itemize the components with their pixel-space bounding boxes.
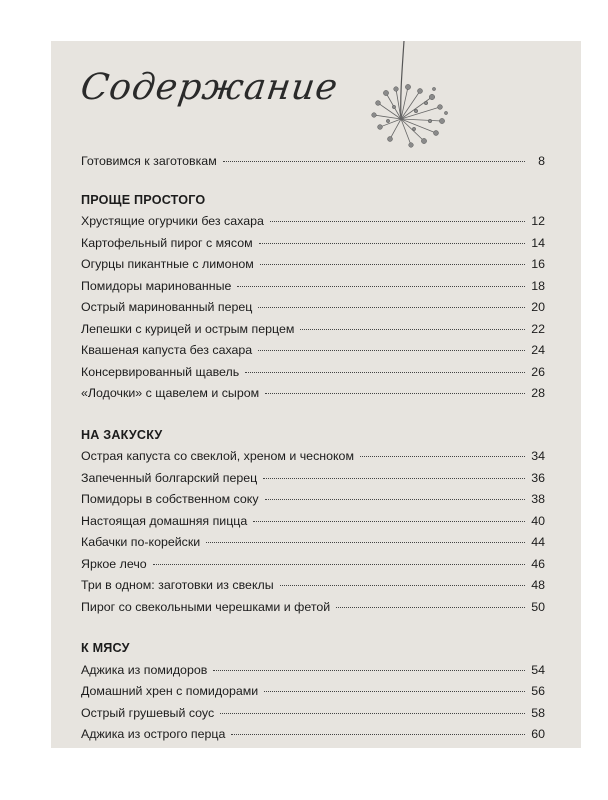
toc-entry-title: Три в одном: заготовки из свеклы	[81, 578, 274, 592]
toc-entry-page: 36	[531, 470, 545, 485]
toc-entry-title: Острая капуста со свеклой, хреном и чесноком	[81, 449, 354, 463]
dot-leader	[245, 371, 525, 373]
toc-entry-title: Лепешки с курицей и острым перцем	[81, 321, 295, 336]
dot-leader	[258, 306, 525, 308]
toc-entry-title: Хрустящие огурчики без сахара	[81, 214, 264, 228]
table-of-contents	[81, 151, 545, 746]
dot-leader	[270, 220, 525, 222]
page-title: Содержание	[78, 67, 341, 108]
toc-entry-page: 54	[531, 662, 545, 677]
toc-entry[interactable]	[81, 297, 545, 319]
toc-entry-page: 18	[531, 278, 545, 293]
toc-entry-title: Аджика из острого перца	[81, 727, 226, 741]
toc-entry[interactable]	[81, 362, 545, 384]
toc-entry-title: Пирог со свекольными черешками и фетой	[81, 599, 331, 614]
dot-leader	[253, 520, 525, 522]
section-heading: ПРОЩЕ ПРОСТОГО	[81, 192, 206, 207]
toc-entry-title: Картофельный пирог с мясом	[81, 235, 253, 250]
section-list	[81, 660, 545, 746]
toc-entry[interactable]	[81, 489, 545, 511]
toc-entry[interactable]	[81, 446, 545, 468]
toc-entry-page: 38	[531, 492, 545, 506]
toc-entry-title: Домашний хрен с помидорами	[81, 684, 259, 698]
dot-leader	[223, 160, 525, 162]
toc-entry-page: 48	[531, 578, 545, 592]
toc-entry[interactable]	[81, 383, 545, 405]
toc-entry-title: Настоящая домашняя пицца	[81, 513, 248, 528]
toc-entry-page: 16	[531, 257, 545, 271]
dot-leader	[258, 349, 525, 351]
toc-entry[interactable]	[81, 532, 545, 554]
toc-entry[interactable]	[81, 597, 545, 619]
toc-entry[interactable]	[81, 681, 545, 703]
dot-leader	[237, 285, 525, 287]
toc-entry-page: 40	[531, 513, 545, 528]
toc-entry[interactable]	[81, 660, 545, 682]
toc-entry-page: 60	[531, 727, 545, 741]
toc-entry-page: 8	[538, 154, 545, 168]
toc-entry[interactable]	[81, 319, 545, 341]
toc-entry-title: Готовимся к заготовкам	[81, 154, 217, 168]
toc-entry-title: «Лодочки» с щавелем и сыром	[81, 386, 260, 400]
toc-entry[interactable]	[81, 724, 545, 746]
toc-entry-title: Острый грушевый соус	[81, 705, 215, 720]
toc-entry-page: 44	[531, 535, 545, 549]
toc-entry-page: 46	[531, 556, 545, 571]
toc-entry[interactable]	[81, 233, 545, 255]
dot-leader	[213, 669, 525, 671]
dot-leader	[336, 606, 525, 608]
toc-entry-title: Квашеная капуста без сахара	[81, 343, 253, 357]
dot-leader	[206, 541, 525, 543]
toc-entry-title: Острый маринованный перец	[81, 300, 253, 314]
toc-entry[interactable]	[81, 511, 545, 533]
dot-leader	[263, 477, 525, 479]
dot-leader	[300, 328, 525, 330]
toc-entry[interactable]	[81, 276, 545, 298]
toc-entry[interactable]	[81, 254, 545, 276]
section-heading: К МЯСУ	[81, 641, 130, 655]
toc-entry-page: 20	[531, 300, 545, 314]
toc-entry[interactable]	[81, 211, 545, 233]
toc-entry[interactable]	[81, 340, 545, 362]
toc-entry-page: 50	[531, 599, 545, 614]
toc-entry-page: 34	[531, 449, 545, 463]
dot-leader	[231, 733, 525, 735]
section-heading: НА ЗАКУСКУ	[81, 427, 163, 442]
section-list	[81, 446, 545, 618]
dill-flower-illustration	[356, 41, 466, 166]
toc-entry-title: Запеченный болгарский перец	[81, 470, 258, 485]
toc-entry-page: 28	[531, 386, 545, 400]
toc-entry-title: Помидоры в собственном соку	[81, 492, 259, 506]
section-list	[81, 211, 545, 405]
dot-leader	[265, 498, 525, 500]
toc-entry-page: 24	[531, 343, 545, 357]
toc-entry[interactable]	[81, 703, 545, 725]
dot-leader	[259, 242, 525, 244]
dot-leader	[265, 392, 525, 394]
dot-leader	[220, 712, 525, 714]
toc-entry[interactable]	[81, 554, 545, 576]
toc-entry-title: Аджика из помидоров	[81, 662, 208, 677]
toc-entry-title: Огурцы пикантные с лимоном	[81, 257, 254, 271]
dot-leader	[153, 563, 525, 565]
dot-leader	[260, 263, 525, 265]
toc-entry-page: 26	[531, 364, 545, 379]
toc-entry-title: Кабачки по-корейски	[81, 535, 201, 549]
toc-entry-title: Консервированный щавель	[81, 364, 240, 379]
dot-leader	[280, 584, 525, 586]
toc-entry[interactable]	[81, 575, 545, 597]
toc-entry[interactable]	[81, 468, 545, 490]
toc-entry-page: 56	[531, 684, 545, 698]
toc-entry-page: 14	[531, 235, 545, 250]
toc-entry-page: 22	[531, 321, 545, 336]
book-page	[51, 41, 581, 748]
toc-entry-page: 12	[531, 214, 545, 228]
toc-entry[interactable]	[81, 151, 545, 173]
dot-leader	[360, 455, 525, 457]
toc-entry-page: 58	[531, 705, 545, 720]
toc-entry-title: Яркое лечо	[81, 556, 147, 571]
toc-entry-title: Помидоры маринованные	[81, 278, 232, 293]
dot-leader	[264, 690, 525, 692]
